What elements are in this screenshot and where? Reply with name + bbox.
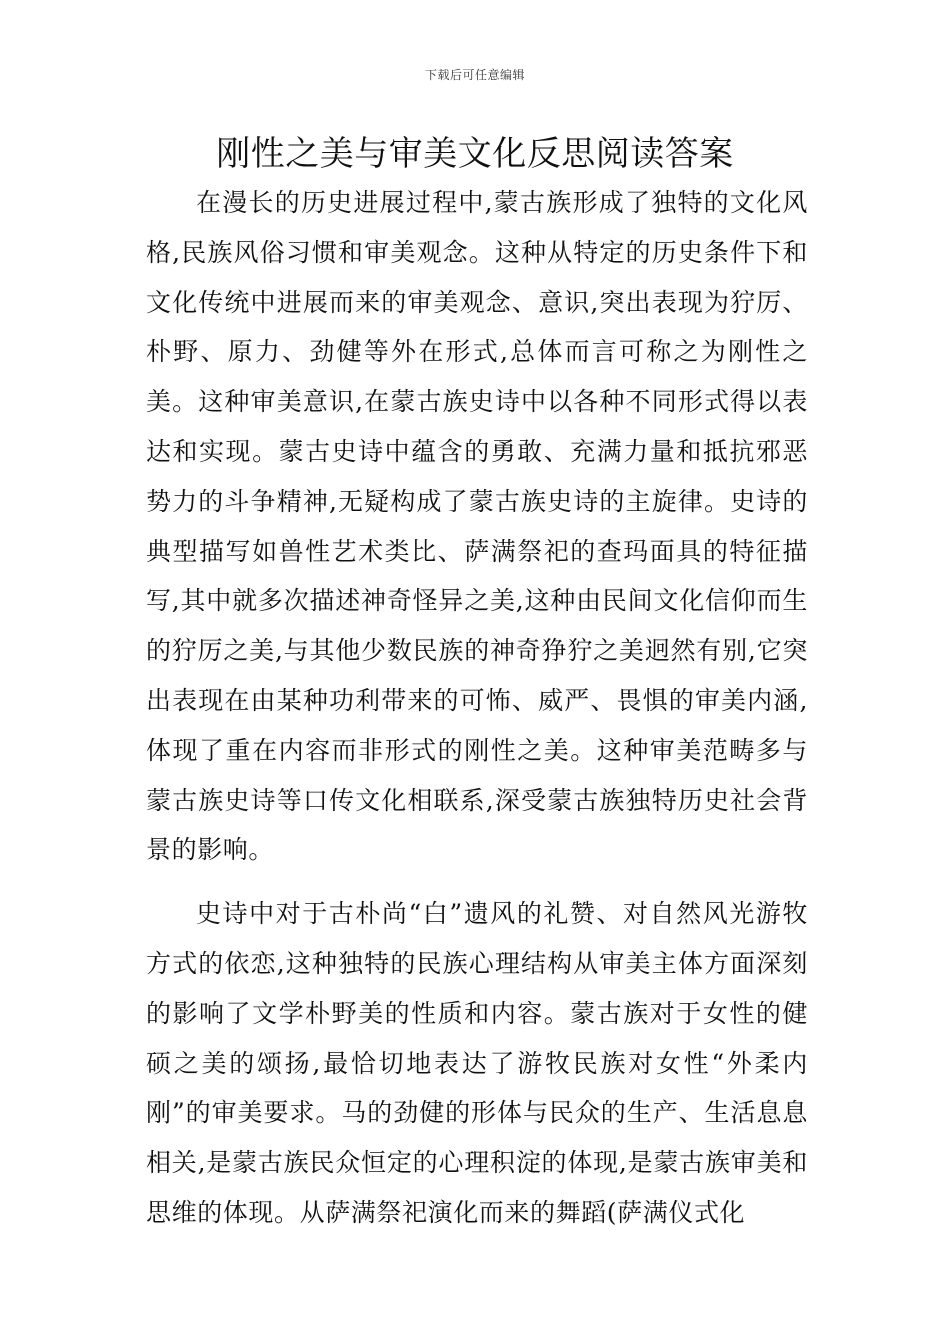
document-title: 刚性之美与审美文化反思阅读答案 bbox=[216, 134, 734, 174]
document-body bbox=[146, 178, 808, 1238]
paragraph-2: 史诗中对于古朴尚“白”遗风的礼赞、对自然风光游牧方式的依恋,这种独特的民族心理结构从审美主体方面深刻的影响了文学朴野美的性质和内容。蒙古族对于女性的健硕之美的颂扬,最恰切地表达了游牧民族对女性“外柔内刚”的审美要求。马的劲健的形体与民众的生产、生活息息相关,是蒙古族民众恒定的心理积淀的体现,是蒙古族审美和思维的体现。从萨满祭祀演化而来的舞蹈(萨满仪式化 bbox=[146, 899, 808, 1227]
header-note: 下载后可任意编辑 bbox=[424, 68, 525, 82]
paragraph-1: 在漫长的历史进展过程中,蒙古族形成了独特的文化风格,民族风俗习惯和审美观念。这种从特定的历史条件下和文化传统中进展而来的审美观念、意识,突出表现为狞厉、朴野、原力、劲健等外在形式,总体而言可称之为刚性之美。这种审美意识,在蒙古族史诗中以各种不同形式得以表达和实现。蒙古史诗中蕴含的勇敢、充满力量和抵抗邪恶势力的斗争精神,无疑构成了蒙古族史诗的主旋律。史诗的典型描写如兽性艺术类比、萨满祭祀的查玛面具的特征描写,其中就多次描述神奇怪异之美,这种由民间文化信仰而生的狞厉之美,与其他少数民族的神奇狰狞之美迥然有别,它突出表现在由某种功利带来的可怖、威严、畏惧的审美内涵,体现了重在内容而非形式的刚性之美。这种审美范畴多与蒙古族史诗等口传文化相联系,深受蒙古族独特历史社会背景的影响。 bbox=[146, 188, 808, 865]
